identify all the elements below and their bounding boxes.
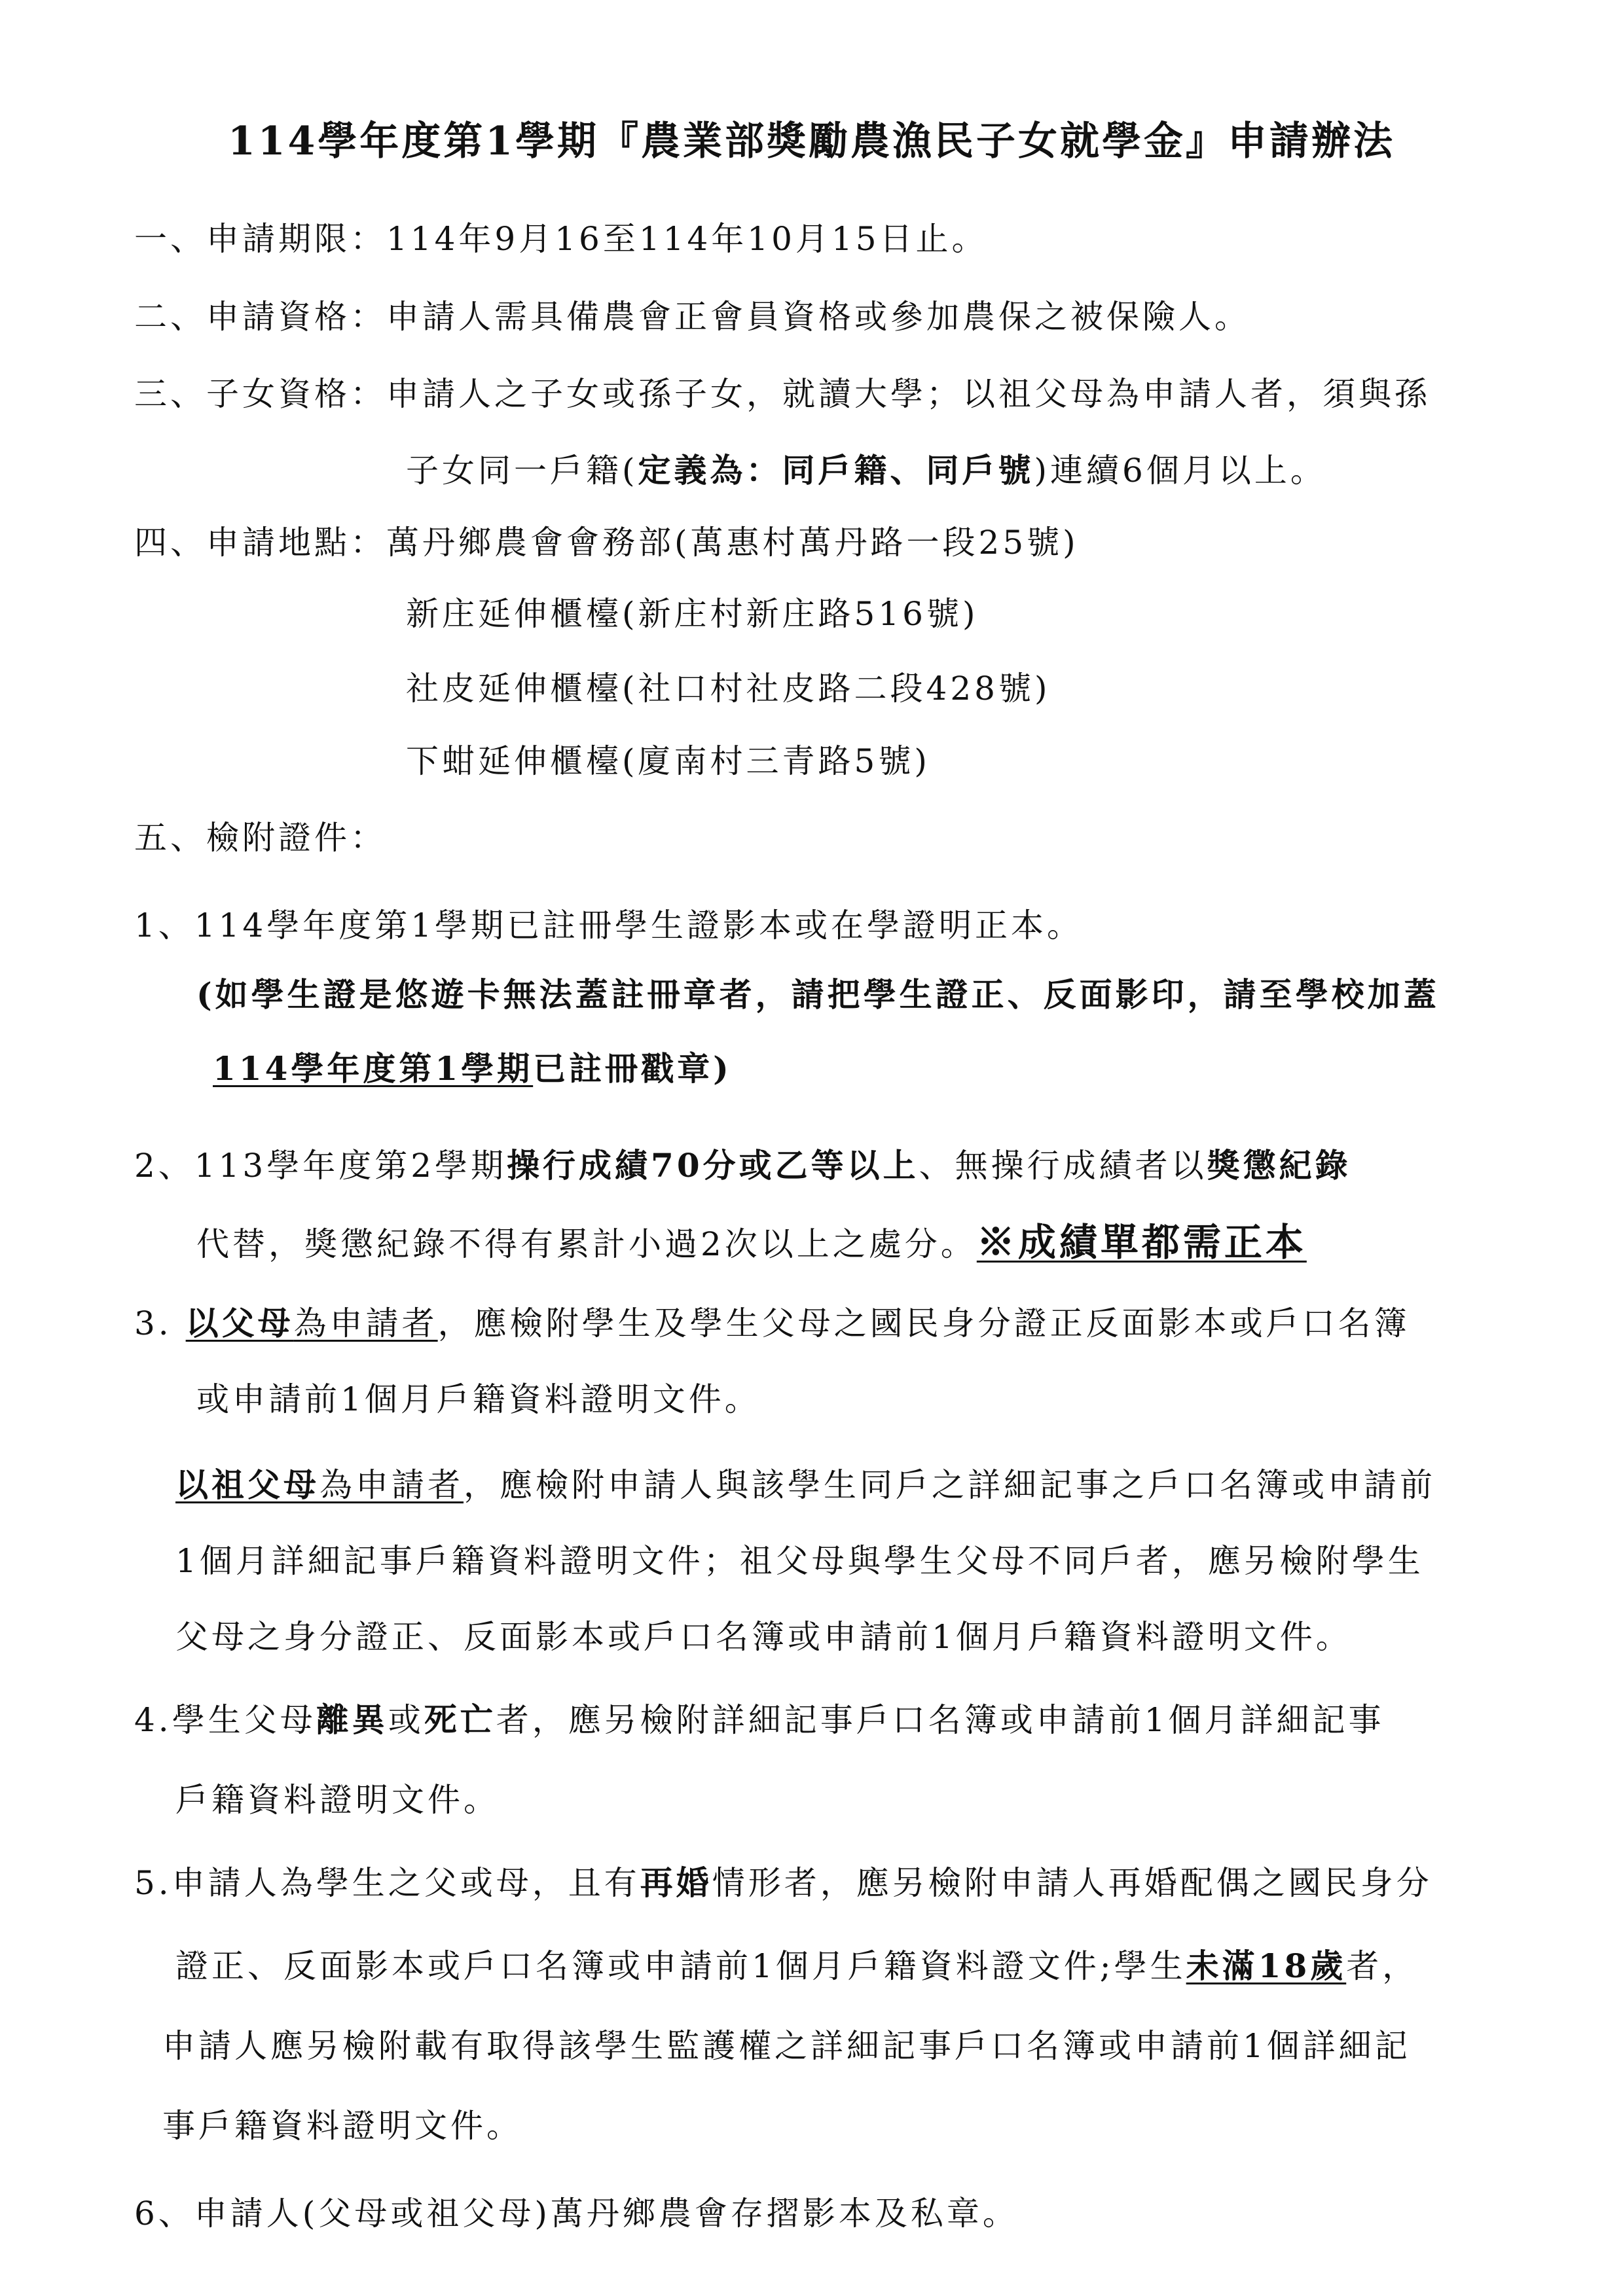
attachment-3-grandparents-cont2: 父母之身分證正、反面影本或戶口名簿或申請前1個月戶籍資料證明文件。 bbox=[175, 1618, 1352, 1656]
attachment-3-grandparents: 以祖父母為申請者，應檢附申請人與該學生同戶之詳細記事之戶口名簿或申請前 bbox=[175, 1465, 1436, 1504]
attachment-3-cont: 或申請前1個月戶籍資料證明文件。 bbox=[196, 1380, 761, 1418]
attachment-2: 2、113學年度第2學期操行成績70分或乙等以上、無操行成績者以獎懲紀錄 bbox=[134, 1146, 1351, 1185]
attachment-6: 6、申請人(父母或祖父母)萬丹鄉農會存摺影本及私章。 bbox=[134, 2195, 1019, 2233]
location-xinzhuang: 新庄延伸櫃檯(新庄村新庄路516號) bbox=[406, 595, 979, 633]
section-children-qualification-cont: 子女同一戶籍(定義為：同戶籍、同戶號)連續6個月以上。 bbox=[406, 451, 1326, 490]
transcript-original-note: ※成績單都需正本 bbox=[976, 1220, 1307, 1265]
attachment-4-cont: 戶籍資料證明文件。 bbox=[175, 1781, 500, 1819]
attachment-3: 3. 以父母為申請者，應檢附學生及學生父母之國民身分證正反面影本或戶口名簿 bbox=[134, 1304, 1410, 1342]
attachment-5-cont3: 事戶籍資料證明文件。 bbox=[162, 2107, 522, 2145]
document-title: 114學年度第1學期『農業部獎勵農漁民子女就學金』申請辦法 bbox=[228, 118, 1395, 164]
section-application-period: 一、申請期限：114年9月16至114年10月15日止。 bbox=[134, 220, 988, 258]
attachment-2-cont: 代替，獎懲紀錄不得有累計小過2次以上之處分。※成績單都需正本 bbox=[196, 1220, 1307, 1265]
attachment-3-grandparents-cont: 1個月詳細記事戶籍資料證明文件；祖父母與學生父母不同戶者，應另檢附學生 bbox=[175, 1542, 1424, 1580]
household-definition: 定義為：同戶籍、同戶號 bbox=[638, 451, 1034, 490]
attachment-4: 4.學生父母離異或死亡者，應另檢附詳細記事戶口名簿或申請前1個月詳細記事 bbox=[134, 1700, 1385, 1739]
section-application-location: 四、申請地點：萬丹鄉農會會務部(萬惠村萬丹路一段25號) bbox=[134, 524, 1079, 562]
section-children-qualification: 三、子女資格：申請人之子女或孫子女，就讀大學；以祖父母為申請人者，須與孫 bbox=[134, 375, 1431, 413]
attachment-5-cont2: 申請人應另檢附載有取得該學生監護權之詳細記事戶口名簿或申請前1個詳細記 bbox=[162, 2027, 1411, 2065]
attachment-1: 1、114學年度第1學期已註冊學生證影本或在學證明正本。 bbox=[134, 906, 1084, 944]
location-xiahan: 下蚶延伸櫃檯(廈南村三青路5號) bbox=[406, 742, 930, 780]
section-eligibility: 二、申請資格：申請人需具備農會正會員資格或參加農保之被保險人。 bbox=[134, 298, 1250, 336]
section-attachments: 五、檢附證件： bbox=[134, 819, 386, 857]
attachment-5-cont: 證正、反面影本或戶口名簿或申請前1個月戶籍資料證文件;學生未滿18歲者， bbox=[175, 1946, 1419, 1985]
location-shepi: 社皮延伸櫃檯(社口村社皮路二段428號) bbox=[406, 670, 1051, 708]
attachment-1-note: (如學生證是悠遊卡無法蓋註冊章者，請把學生證正、反面影印，請至學校加蓋 bbox=[196, 975, 1440, 1014]
attachment-5: 5.申請人為學生之父或母，且有再婚情形者，應另檢附申請人再婚配偶之國民身分 bbox=[134, 1863, 1432, 1902]
attachment-1-note-cont: 114學年度第1學期已註冊戳章) bbox=[213, 1049, 732, 1088]
